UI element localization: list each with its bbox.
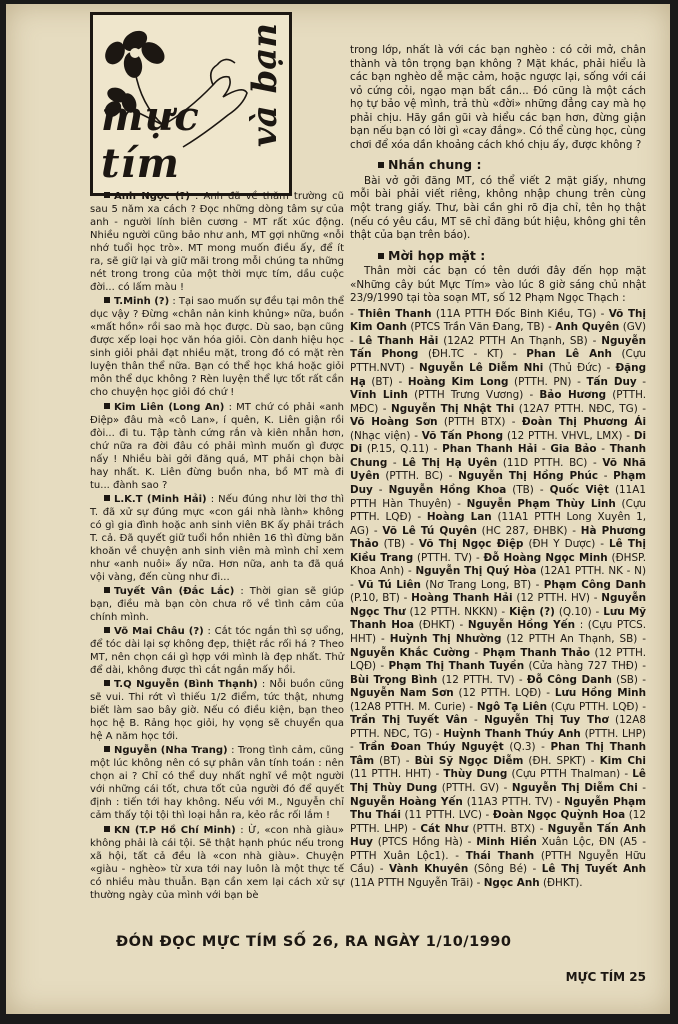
section-title-nhan-chung: Nhắn chung : bbox=[378, 158, 646, 172]
attendee-name: Vĩnh Linh bbox=[350, 389, 408, 402]
reader-name: T.Q Nguyễn (Bình Thạnh) bbox=[114, 679, 258, 691]
attendee-school: (12 PTTH. LQĐ) bbox=[458, 687, 542, 700]
attendee-school: (12 PTTH. VHVL, LMX) bbox=[506, 429, 623, 442]
bullet-square-icon bbox=[104, 587, 110, 593]
attendee-name: Phan Thị Thanh Tâm bbox=[350, 741, 647, 767]
reply-text: : Ừ, «con nhà giàu» không phải là cái tội. Sẽ thật hạnh phúc nếu trong xã hội, tất cả đều là «con nhà giàu». Chuyện «giàu - nghèo» từ xưa tới nay luôn là một thực tế có nhiều màu thuẫn. Bạn cần xem lại cách xử sự thường ngày của mình với bạn bè bbox=[90, 824, 344, 901]
attendee-name: Phạm Công Danh bbox=[543, 578, 646, 591]
attendee-name: Thanh Chung bbox=[350, 443, 647, 469]
attendee-name: Lê Thị Hạ Uyên bbox=[402, 456, 498, 469]
magazine-page bbox=[6, 4, 670, 1014]
attendee-school: (12A8 PTTH. NĐC, TG) bbox=[350, 714, 647, 740]
attendee-name: Võ Thị Ngọc Điệp bbox=[418, 538, 524, 551]
attendee-school: Xuân Lộc, ĐN (A5 - PTTH Xuân Lộc1). bbox=[350, 836, 646, 862]
attendee-school: (ĐH. SPKT) bbox=[528, 754, 586, 767]
attendee-school: (12 PTTH. LHP) bbox=[350, 809, 647, 835]
attendee-name: Đoàn Thị Phương Ái bbox=[521, 416, 647, 429]
letter-reply bbox=[90, 824, 344, 902]
attendee-name: Anh Quyên bbox=[555, 321, 620, 334]
attendee-school: (11A PTTH Nguyễn Trãi) bbox=[350, 876, 474, 889]
attendee-name: Võ Lê Tú Quyên bbox=[382, 524, 477, 537]
attendee-name: Lê Thị Tuyết Anh bbox=[541, 863, 646, 876]
attendee-name: Nguyễn Thị Quý Hòa bbox=[415, 565, 537, 578]
attendee-name: Bùi Sỹ Ngọc Diễm bbox=[414, 754, 524, 767]
reader-name: Võ Mai Châu (?) bbox=[114, 626, 204, 638]
attendee-school: (PTTH. MĐC) bbox=[350, 389, 646, 415]
continued-paragraph: trong lớp, nhất là với các bạn nghèo : có cởi mở, chân thành và tôn trọng bạn không ? Mặt khác, phải hiểu là các bạn nghèo dễ mặc cảm, hoặc ngược lại, sống với cái vỏ cứng cỏi, ngạo mạn bất cần... Đó cũng là một cách họ tự bảo vệ mình, trả thù «đời» những đẳng cay mà họ phải chịu. Hãy gần gũi và hiểu các bạn hơn, đừng giận bạn nếu bạn có lời gì «cay đắng». Có thể cùng học, cùng chơi để xóa dần khoảng cách khó chịu ấy, được không ? bbox=[350, 44, 646, 151]
attendee-name: Quốc Việt bbox=[549, 483, 609, 496]
reply-text: : Thời gian sẽ giúp bạn, điều mà bạn còn chưa rõ về tình cảm của chính mình. bbox=[90, 585, 344, 623]
attendee-name: Bùi Trọng Bình bbox=[350, 673, 438, 686]
attendee-school: (Q.3) bbox=[509, 741, 536, 754]
reply-text: : Nỗi buồn cũng sẽ vui. Thi rớt vì thiếu 1/2 điểm, tức thật, nhưng biết làm sao bây giờ. Nếu có điều kiện, bạn theo học hệ B. Rảng học giỏi, hy vọng sẽ chuyển qua hệ A năm học tới. bbox=[90, 679, 345, 743]
attendee-school: (SB) bbox=[616, 673, 638, 686]
attendee-school: (PTTH Nguyễn Hữu Cầu) bbox=[350, 849, 646, 876]
attendee-name: Nguyễn Hồng Khoa bbox=[388, 483, 507, 496]
attendee-school: (ĐHKT). bbox=[542, 876, 583, 889]
letter-reply bbox=[90, 295, 344, 399]
attendee-school: (Cựu PTTH Thalman) bbox=[511, 768, 621, 781]
attendee-name: Minh Hiền bbox=[476, 836, 537, 849]
attendee-school: (12A8 PTTH. M. Curie) bbox=[350, 700, 466, 713]
attendee-school: (Cựu PTTH.NVT) bbox=[350, 348, 646, 375]
attendee-name: Phạm Thị Thanh Tuyền bbox=[388, 660, 525, 673]
bullet-square-icon bbox=[104, 495, 110, 501]
letter-reply bbox=[90, 401, 344, 492]
attendee-school: (PTTH. GV) bbox=[441, 781, 500, 794]
attendee-school: (Thủ Đức) bbox=[548, 362, 602, 375]
attendee-school: (12A2 PTTH An Thạnh, SB) bbox=[443, 334, 588, 347]
attendee-school: (BT) bbox=[371, 375, 393, 388]
letter-reply bbox=[90, 678, 344, 743]
attendee-name: Lưu Hồng Minh bbox=[554, 687, 646, 700]
attendee-school: (11A3 PTTH. TV) bbox=[466, 795, 553, 808]
attendee-school: (PTTH BTX) bbox=[443, 416, 506, 429]
bullet-square-icon bbox=[104, 627, 110, 633]
attendee-name: Lưu Mỹ Thanh Hoa bbox=[350, 605, 646, 632]
attendee-school: (PTTH. PN) bbox=[514, 375, 572, 388]
reply-text: : Nếu đúng như lời thơ thì T. đã xử sự đúng mực «con gái nhà lành» không có gì gia đình hoặc anh sinh viên BK ấy phải trách T. cả. Đã quyết giữ tuổi hồn nhiên 16 thì đừng băn khoăn về chuyện anh sinh viên mà mình chỉ xem như «anh nuôi» ấy nữa. Hơn nữa, anh ta đã quá vội vàng, đến cùng như đi... bbox=[90, 493, 344, 583]
logo-vertical-text: và bạn bbox=[245, 23, 285, 148]
section-title-moi-hop-mat: Mời họp mặt : bbox=[378, 249, 646, 263]
reply-text: : Trong tình cảm, cũng một lúc không nên có sự phân vân tính toán : nên chọn ai ? Chỉ có thể duy nhất nghĩ về một người với những cái tốt, chưa tốt của người đó để quyết định : tiến tới hay không. Nếu với M., Nguyễn chỉ cảm thấy tội tội thì loại hẳn ra, kẻo rắc rối lắm ! bbox=[90, 745, 344, 822]
bullet-square-icon bbox=[104, 680, 110, 686]
attendee-name: Trần Đoan Thúy Nguyệt bbox=[359, 741, 504, 754]
attendee-name: Phan Thanh Hải bbox=[442, 443, 538, 456]
column-logo bbox=[90, 12, 292, 196]
bullet-square-icon bbox=[104, 746, 110, 752]
attendee-name: Phạm Thanh Thảo bbox=[482, 646, 591, 659]
attendee-name: Nguyễn Thị Nhật Thi bbox=[391, 402, 515, 415]
right-column bbox=[350, 44, 646, 891]
left-column bbox=[90, 190, 344, 903]
attendee-name: Lê Thanh Hải bbox=[358, 334, 439, 347]
attendee-school: (PTCS Hồng Hà) bbox=[377, 836, 463, 849]
footer-announcement: ĐÓN ĐỌC MỰC TÍM SỐ 26, RA NGÀY 1/10/1990 bbox=[116, 934, 512, 950]
letter-reply bbox=[90, 625, 344, 677]
attendee-name: Nguyễn Thị Hồng Phúc bbox=[458, 470, 599, 483]
attendee-name: Nguyễn Tấn Phong bbox=[350, 334, 646, 361]
attendee-school: (12 PTTH. TV) bbox=[441, 673, 515, 686]
attendee-school: (PTTH Trưng Vương) bbox=[414, 389, 524, 402]
attendee-name: Đặng Hạ bbox=[350, 362, 647, 388]
bullet-square-icon bbox=[104, 297, 110, 303]
attendee-name: Đỗ Hoàng Ngọc Minh bbox=[483, 551, 608, 564]
letter-reply bbox=[90, 190, 344, 294]
attendee-school: (Sông Bé) bbox=[473, 863, 528, 876]
attendee-name: Lê Thị Thùy Dung bbox=[350, 768, 646, 794]
reader-name: Anh Ngọc (?) bbox=[114, 191, 190, 202]
attendee-name: Tấn Duy bbox=[586, 375, 637, 388]
attendee-name: Kim Chi bbox=[599, 754, 646, 767]
bullet-square-icon bbox=[378, 162, 384, 168]
attendee-school: (PTTH. TV) bbox=[416, 551, 473, 564]
attendee-school: (PTCS Trần Văn Đang, TB) bbox=[410, 321, 545, 334]
attendee-name: Nguyễn Tấn Anh Huy bbox=[350, 822, 647, 849]
bullet-square-icon bbox=[104, 826, 110, 832]
attendee-school: (PTTH. BC) bbox=[385, 470, 444, 483]
attendee-name: Lê Thị Kiều Trang bbox=[350, 538, 646, 564]
attendee-name: Nguyễn Hồng Yến bbox=[467, 619, 576, 632]
letter-reply bbox=[90, 744, 344, 822]
attendee-name: Võ Nhã Uyên bbox=[350, 456, 647, 483]
reply-text: : Tại sao muốn sự đều tại môn thể dục vậy ? Đừng «chân nản kinh khủng» nữa, buồn «mất hồn» rồi sao mà học được. Dù sao, bạn cũng được xếp loại học văn hóa giỏi. Còn danh hiệu học sinh giỏi phải đạt nhiều mặt, trong đó có mặt rèn luyện thân thể nữa. Bạn có thể học khá hoặc giỏi môn thể dục không ? Rèn luyện thể lực tốt rất cần cho chuyện học giỏi đó chứ ! bbox=[90, 296, 344, 399]
attendee-school: (11D PTTH. BC) bbox=[502, 456, 588, 469]
attendee-name: Thiên Thanh bbox=[358, 307, 432, 320]
attendee-name: Di Di bbox=[350, 429, 646, 456]
attendee-name: Hoàng Lan bbox=[426, 511, 492, 524]
attendee-school: (12 PTTH. LQĐ) bbox=[350, 646, 646, 673]
reader-name: Kim Liên (Long An) bbox=[114, 401, 225, 413]
attendee-name: Huỳnh Thanh Thúy Anh bbox=[443, 727, 581, 740]
bullet-square-icon bbox=[104, 192, 110, 198]
attendee-school: (TB) bbox=[383, 538, 406, 551]
attendee-school: (PTTH. LHP) bbox=[584, 727, 646, 740]
attendee-name: Hà Phương Thảo bbox=[350, 524, 646, 551]
reader-name: KN (T.P Hồ Chí Minh) bbox=[114, 824, 236, 836]
attendee-name: Kiện (?) bbox=[509, 605, 555, 618]
attendee-school: (12 PTTH. HV) bbox=[516, 592, 590, 605]
letter-reply bbox=[90, 493, 344, 584]
attendee-name: Huỳnh Thị Nhường bbox=[389, 632, 502, 645]
attendee-name: Thái Thanh bbox=[465, 849, 535, 862]
attendee-school: (Nhạc viện) bbox=[350, 429, 411, 442]
attendee-school: : (Cựu PTCS. HHT) bbox=[350, 619, 646, 645]
attendee-name: Hoàng Thanh Hải bbox=[411, 592, 513, 605]
attendee-name: Nguyễn Phạm Thu Thái bbox=[350, 795, 646, 822]
attendee-name: Nguyễn Hoàng Yến bbox=[350, 795, 463, 808]
attendee-name: Vũ Tú Liên bbox=[358, 578, 421, 591]
attendee-name: Võ Hoàng Sơn bbox=[350, 416, 438, 429]
logo-title: mực tím bbox=[101, 93, 200, 187]
reader-name: T.Minh (?) bbox=[114, 296, 170, 308]
attendee-school: (11A1 PTTH Hàn Thuyên) bbox=[350, 483, 646, 510]
reply-text: : Cắt tóc ngắn thì sợ uổng, để tóc dài lại sợ không đẹp, thiệt rắc rối há ? Theo MT, nên chọn cái gì hợp với mình là đẹp nhất. Thử để dài, không được thì cắt ngắn mấy hồi. bbox=[90, 626, 344, 677]
attendee-school: (BT) bbox=[379, 754, 401, 767]
attendee-name: Đỗ Công Danh bbox=[526, 673, 612, 686]
attendee-school: (Q.10) bbox=[558, 605, 592, 618]
section-intro-moi-hop-mat: Thân mời các bạn có tên dưới đây đến họp mặt «Những cây bút Mực Tím» vào lúc 8 giờ sáng chủ nhật 23/9/1990 tại tòa soạn MT, số 12 Phạm Ngọc Thạch : bbox=[350, 265, 646, 305]
attendee-name: Gia Bảo bbox=[550, 443, 597, 456]
attendee-school: (ĐH Y Dược) bbox=[528, 538, 596, 551]
bullet-square-icon bbox=[104, 403, 110, 409]
reader-name: Tuyết Vân (Đắc Lắc) bbox=[114, 585, 235, 597]
attendee-school: (ĐHKT) bbox=[418, 619, 455, 632]
page-number: MỰC TÍM 25 bbox=[565, 970, 646, 984]
attendee-name: Nguyễn Lê Diễm Nhi bbox=[418, 362, 544, 375]
attendee-name: Nguyễn Ngọc Thư bbox=[350, 592, 647, 618]
bullet-square-icon bbox=[378, 253, 384, 259]
attendee-school: (TB) bbox=[512, 483, 534, 496]
attendee-name: Bảo Hương bbox=[539, 389, 607, 402]
reply-text: : MT chứ có phải «anh Điệp» đâu mà «cô Lan», í quên, K. Liên giận rồi đòi... đi tu. Tập tành cứng rắn và kiên nhẫn hơn, chứ nữa ra đời đâu có phải mình muốn gì được nấy ! Nhiều bài gởi đăng quá, MT phải chọn bài hay nhất. K. Liên đừng buồn nha, bồ MT mà đi tu... đành sao ? bbox=[90, 401, 344, 491]
attendee-name: Phan Lê Anh bbox=[526, 348, 612, 361]
reader-name: Nguyễn (Nha Trang) bbox=[114, 745, 228, 757]
attendee-school: (Cựu PTTH. LQĐ) bbox=[350, 497, 646, 524]
attendee-school: (12A1 PTTH. NK - N) bbox=[540, 565, 646, 578]
attendee-school: (Cựu PTTH. LQĐ) bbox=[550, 700, 639, 713]
attendee-name: Trần Thị Tuyết Vân bbox=[350, 714, 468, 727]
attendee-name: Phạm Duy bbox=[350, 470, 646, 496]
attendee-school: (11A1 PTTH Long Xuyên 1, AG) bbox=[350, 511, 646, 537]
attendee-school: (ĐH.TC - KT) bbox=[427, 348, 504, 361]
attendee-list: - Thiên Thanh (11A PTTH Đốc Binh Kiều, TG) - Võ Thị Kim Oanh (PTCS Trần Văn Đang, TB) - Anh Quyên (GV) - Lê Thanh Hải (12A2 PTTH An Thạnh, SB) - Nguyễn Tấn Phong (ĐH.TC - KT) - Phan Lê Anh (Cựu PTTH.NVT) - Nguyễn Lê Diễm Nhi (Thủ Đức) - Đặng Hạ (BT) - Hoàng Kim Long (PTTH. PN) - Tấn Duy - Vĩnh Linh (PTTH Trưng Vương) - Bảo Hương (PTTH. MĐC) - Nguyễn Thị Nhật Thi (12A7 PTTH. NĐC, TG) - Võ Hoàng Sơn (PTTH BTX) - Đoàn Thị Phương Ái (Nhạc viện) - Võ Tấn Phong (12 PTTH. VHVL, LMX) - Di Di (P.15, Q.11) - Phan Thanh Hải - Gia Bảo - Thanh Chung - Lê Thị Hạ Uyên (11D PTTH. BC) - Võ Nhã Uyên (PTTH. BC) - Nguyễn Thị Hồng Phúc - Phạm Duy - Nguyễn Hồng Khoa (TB) - Quốc Việt (11A1 PTTH Hàn Thuyên) - Nguyễn Phạm Thùy Linh (Cựu PTTH. LQĐ) - Hoàng Lan (11A1 PTTH Long Xuyên 1, AG) - Võ Lê Tú Quyên (HC 287, ĐHBK) - Hà Phương Thảo (TB) - Võ Thị Ngọc Điệp (ĐH Y Dược) - Lê Thị Kiều Trang (PTTH. TV) - Đỗ Hoàng Ngọc Minh (ĐHSP. Khoa Anh) - Nguyễn Thị Quý Hòa (12A1 PTTH. NK - N) - Vũ Tú Liên (Nơ Trang Long, BT) - Phạm Công Danh (P.10, BT) - Hoàng Thanh Hải (12 PTTH. HV) - Nguyễn Ngọc Thư (12 PTTH. NKKN) - Kiện (?) (Q.10) - Lưu Mỹ Thanh Hoa (ĐHKT) - Nguyễn Hồng Yến : (Cựu PTCS. HHT) - Huỳnh Thị Nhường (12 PTTH An Thạnh, SB) - Nguyễn Khắc Cường - Phạm Thanh Thảo (12 PTTH. LQĐ) - Phạm Thị Thanh Tuyền (Cửa hàng 727 THĐ) - Bùi Trọng Bình (12 PTTH. TV) - Đỗ Công Danh (SB) - Nguyễn Nam Sơn (12 PTTH. LQĐ) - Lưu Hồng Minh (12A8 PTTH. M. Curie) - Ngô Tạ Liên (Cựu PTTH. LQĐ) - Trần Thị Tuyết Vân - Nguyễn Thị Tuy Thơ (12A8 PTTH. NĐC, TG) - Huỳnh Thanh Thúy Anh (PTTH. LHP) - Trần Đoan Thúy Nguyệt (Q.3) - Phan Thị Thanh Tâm (BT) - Bùi Sỹ Ngọc Diễm (ĐH. SPKT) - Kim Chi (11 PTTH. HHT) - Thùy Dung (Cựu PTTH Thalman) - Lê Thị Thùy Dung (PTTH. GV) - Nguyễn Thị Diễm Chi - Nguyễn Hoàng Yến (11A3 PTTH. TV) - Nguyễn Phạm Thu Thái (11 PTTH. LVC) - Đoàn Ngọc Quỳnh Hoa (12 PTTH. LHP) - Cát Như (PTTH. BTX) - Nguyễn Tấn Anh Huy (PTCS Hồng Hà) - Minh Hiền Xuân Lộc, ĐN (A5 - PTTH Xuân Lộc1). - Thái Thanh (PTTH Nguyễn Hữu Cầu) - Vành Khuyên (Sông Bé) - Lê Thị Tuyết Anh (11A PTTH Nguyễn Trãi) - Ngọc Anh (ĐHKT). bbox=[350, 307, 647, 889]
attendee-name: Đoàn Ngọc Quỳnh Hoa bbox=[492, 809, 626, 822]
attendee-name: Nguyễn Khắc Cường bbox=[350, 646, 470, 659]
attendee-school: (Cửa hàng 727 THĐ) bbox=[528, 660, 638, 673]
attendee-name: Võ Thị Kim Oanh bbox=[350, 307, 646, 334]
attendee-name: Hoàng Kim Long bbox=[407, 375, 509, 388]
attendee-name: Ngọc Anh bbox=[483, 876, 540, 889]
attendee-name: Vành Khuyên bbox=[389, 863, 469, 876]
attendee-name: Cát Như bbox=[420, 822, 469, 835]
attendee-school: (GV) bbox=[622, 321, 647, 334]
attendee-school: (PTTH. BTX) bbox=[472, 822, 536, 835]
attendee-name: Võ Tấn Phong bbox=[421, 429, 504, 442]
attendee-school: (HC 287, ĐHBK) bbox=[481, 524, 568, 537]
attendee-school: (11 PTTH. LVC) bbox=[404, 809, 482, 822]
attendee-name: Nguyễn Phạm Thùy Linh bbox=[466, 497, 616, 510]
attendee-school: (ĐHSP. Khoa Anh) bbox=[350, 551, 646, 578]
attendee-school: (Nơ Trang Long, BT) bbox=[425, 578, 532, 591]
attendee-school: (P.10, BT) bbox=[350, 592, 400, 605]
attendee-school: (11A PTTH Đốc Binh Kiều, TG) bbox=[435, 307, 597, 320]
attendee-school: (12 PTTH. NKKN) bbox=[409, 605, 498, 618]
attendee-name: Nguyễn Nam Sơn bbox=[350, 687, 454, 700]
attendee-school: (12A7 PTTH. NĐC, TG) bbox=[518, 402, 638, 415]
reply-text: : Anh đã về thăm trường cũ sau 5 năm xa cách ? Đọc những dòng tâm sự của anh - người lính biên cương - MT rất xúc động. Nhiều người cũng bảo như anh, MT gợi những «nỗi nhớ tuổi học trò». MT mong muốn điều ấy, để ít ra, sẽ giữ lại và giữ mãi trong mỗi chúng ta những nét trong trong của một thời mực tím, dầu cuộc đời... có lấm màu ! bbox=[90, 191, 344, 294]
letter-reply bbox=[90, 585, 344, 624]
reader-name: L.K.T (Minh Hải) bbox=[114, 493, 207, 505]
attendee-name: Nguyễn Thị Diễm Chi bbox=[511, 781, 638, 794]
section-text-nhan-chung: Bài vở gởi đăng MT, có thể viết 2 mặt giấy, nhưng mỗi bài phải viết riêng, không nhập chung trên cùng một trang giấy. Thư, bài cần ghi rõ địa chỉ, tên họ thật (nếu có yêu cầu, MT sẽ chỉ đăng bút hiệu, không ghi tên thật của bạn trên báo). bbox=[350, 174, 646, 242]
attendee-name: Nguyễn Thị Tuy Thơ bbox=[484, 714, 609, 727]
attendee-school: (12 PTTH An Thạnh, SB) bbox=[506, 632, 638, 645]
attendee-name: Ngô Tạ Liên bbox=[476, 700, 548, 713]
attendee-school: (11 PTTH. HHT) bbox=[350, 768, 432, 781]
attendee-school: (P.15, Q.11) bbox=[366, 443, 429, 456]
attendee-name: Thùy Dung bbox=[443, 768, 508, 781]
